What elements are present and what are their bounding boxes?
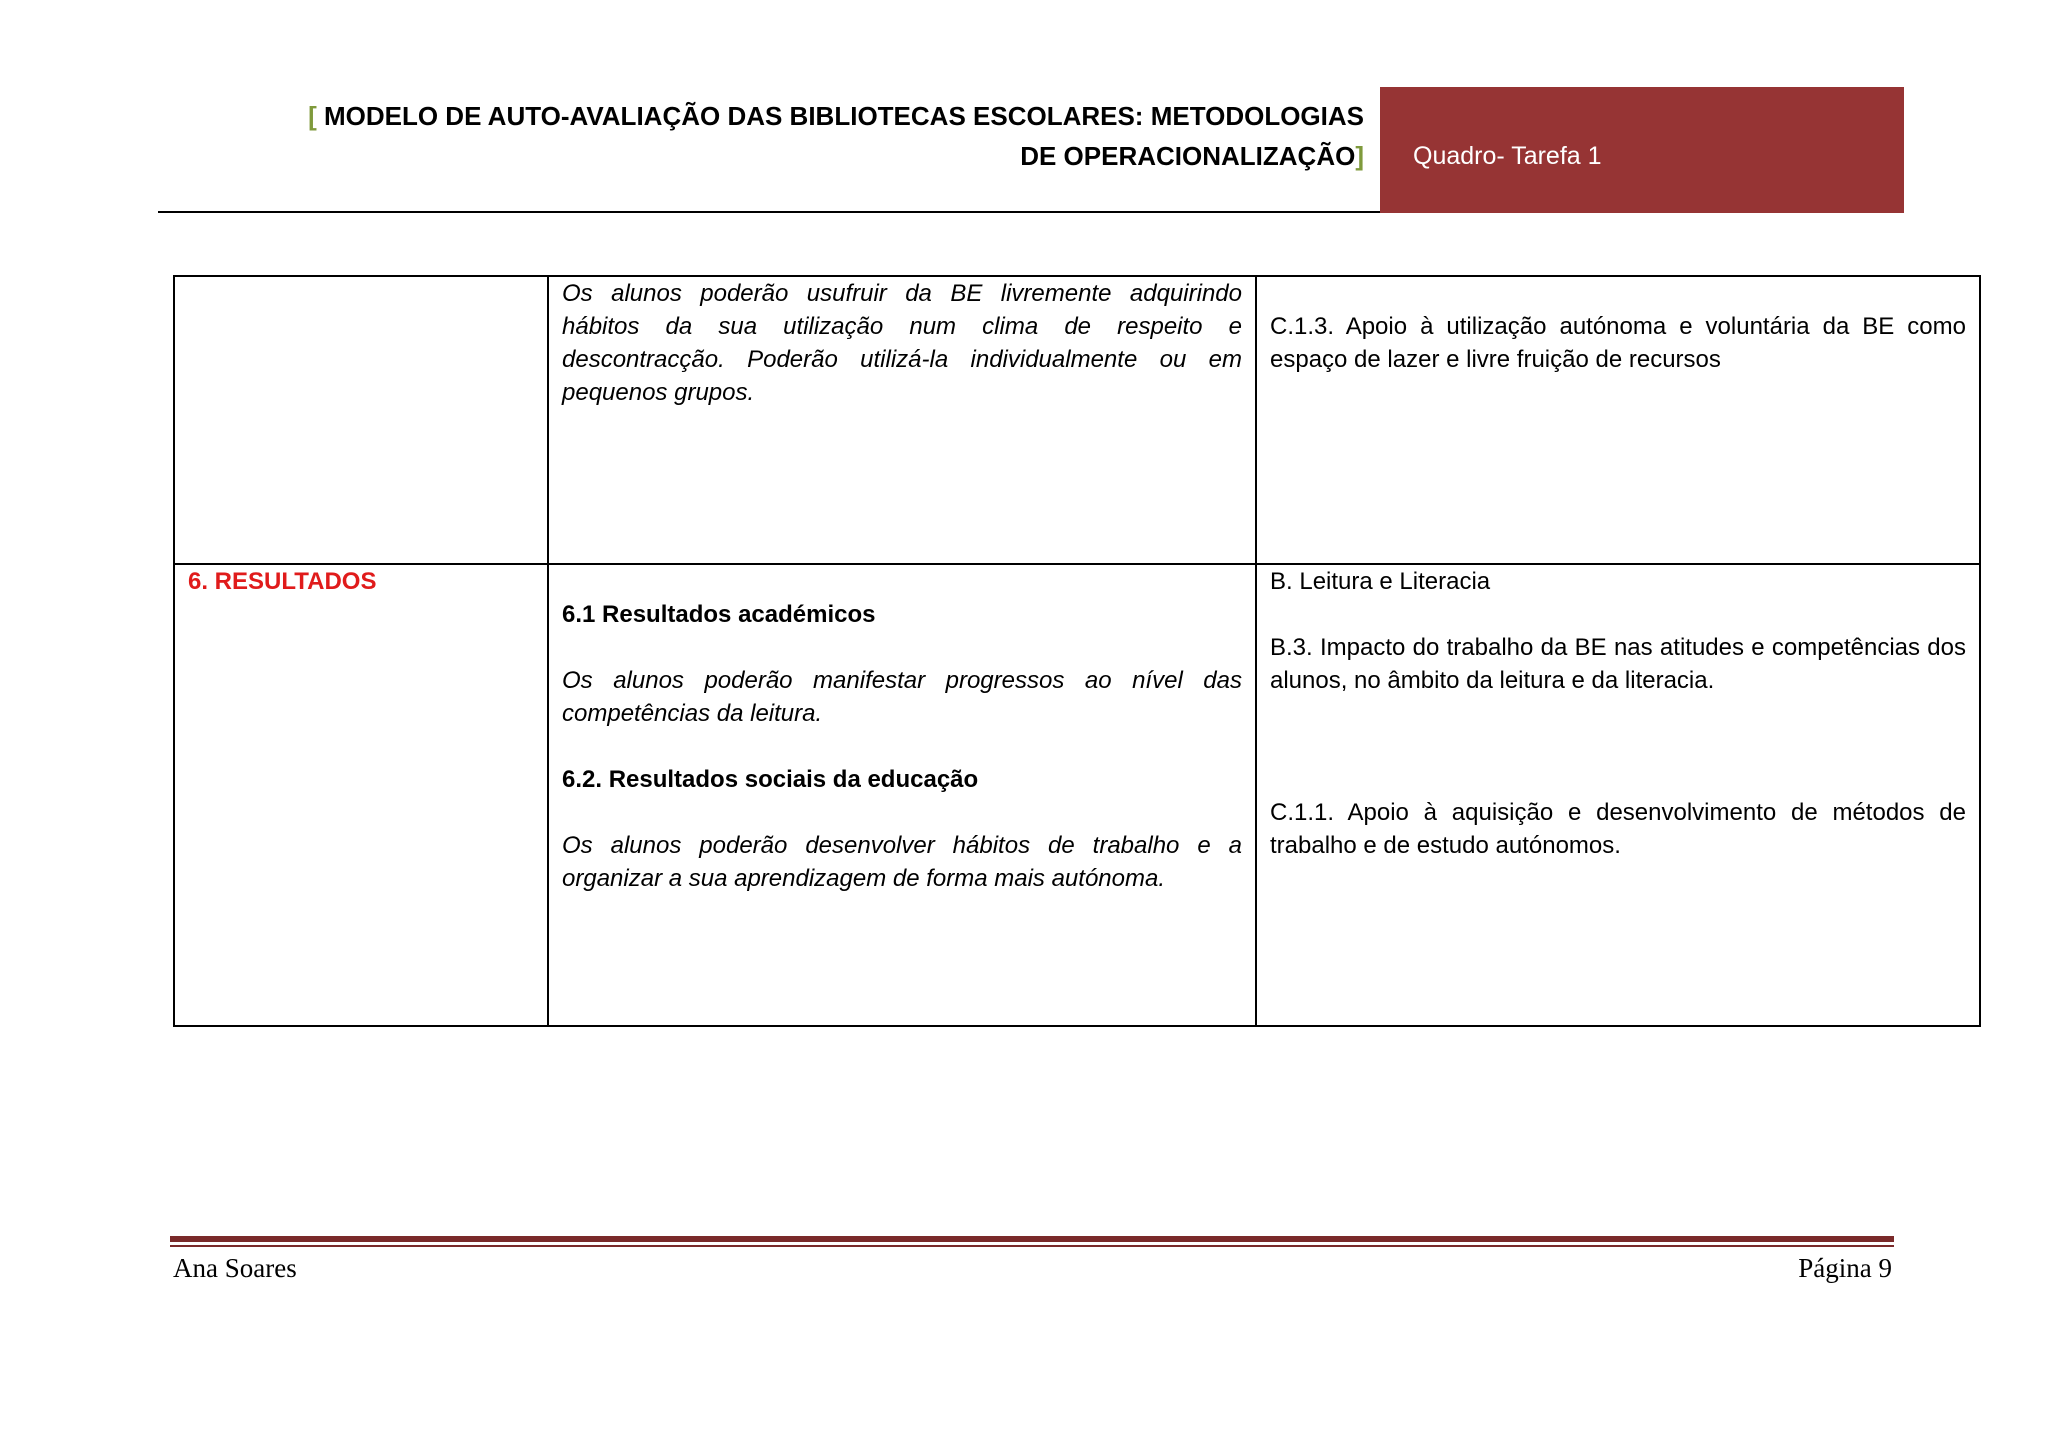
header-box-label: Quadro- Tarefa 1 [1413, 142, 1602, 170]
row1-description: Os alunos poderão usufruir da BE livremente adquirindo hábitos da sua utilização num clima de respeito e descontracção. Poderão utilizá-la individualmente ou em pequenos grupos. [562, 280, 1242, 406]
row1-col1-cell [174, 276, 548, 564]
row2-col1-cell [174, 564, 548, 1026]
indicator-b3: B.3. Impacto do trabalho da BE nas atitudes e competências dos alunos, no âmbito da leitura e da literacia. [1270, 634, 1966, 694]
domain-heading: B. Leitura e Literacia [1270, 568, 1491, 595]
header-label-box [1380, 87, 1904, 213]
header-divider [158, 211, 1380, 213]
content-table [173, 275, 1981, 1027]
footer-page-number: Página 9 [1798, 1253, 1892, 1283]
section-title: 6. RESULTADOS [188, 568, 377, 595]
header-title-text: MODELO DE AUTO-AVALIAÇÃO DAS BIBLIOTECAS ESCOLARES: METODOLOGIAS DE OPERACIONALIZAÇÃO [323, 101, 1364, 171]
footer-divider-thin [170, 1245, 1894, 1247]
subsection-text-social: Os alunos poderão desenvolver hábitos de trabalho e a organizar a sua aprendizagem de forma mais autónoma. [562, 832, 1242, 892]
footer-author: Ana Soares [173, 1253, 297, 1283]
table-row [174, 276, 1980, 564]
subsection-title-academic: 6.1 Resultados académicos [562, 601, 876, 628]
row1-col2-cell [548, 276, 1256, 564]
subsection-text-academic: Os alunos poderão manifestar progressos ao nível das competências da leitura. [562, 667, 1242, 727]
document-header-title [300, 96, 1364, 176]
row2-col3-cell [1256, 564, 1980, 1026]
row1-indicator: C.1.3. Apoio à utilização autónoma e voluntária da BE como espaço de lazer e livre fruição de recursos [1270, 313, 1966, 373]
table-row [174, 564, 1980, 1026]
footer-divider-thick [170, 1236, 1894, 1242]
row2-col2-cell [548, 564, 1256, 1026]
indicator-c11: C.1.1. Apoio à aquisição e desenvolvimento de métodos de trabalho e de estudo autónomos. [1270, 799, 1966, 859]
subsection-title-social: 6.2. Resultados sociais da educação [562, 766, 979, 793]
row1-col3-cell [1256, 276, 1980, 564]
header-bracket-close: ] [1355, 141, 1364, 171]
header-bracket-open: [ [308, 101, 317, 131]
